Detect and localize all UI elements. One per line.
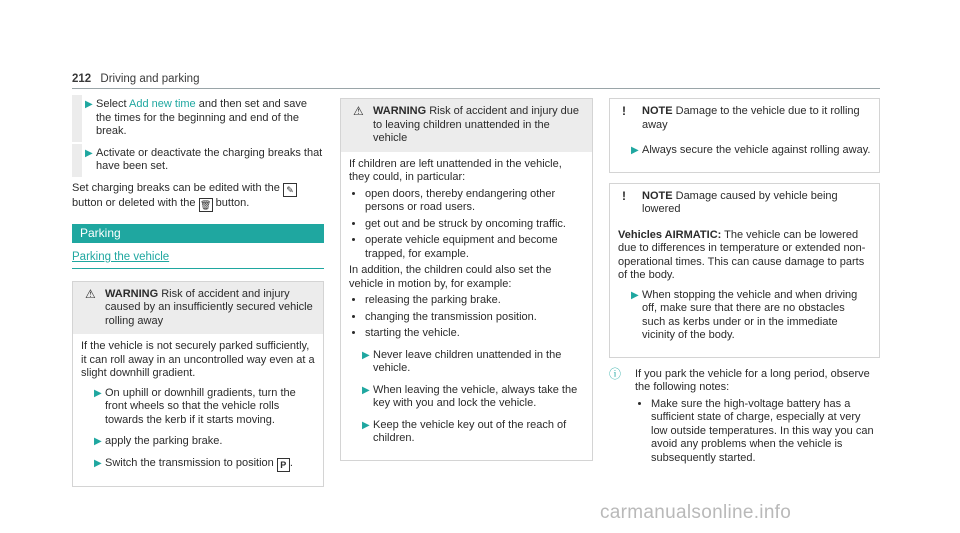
arrow-icon: ▶ <box>94 457 102 469</box>
list-item: • operate vehicle equipment and become trapped, for example. <box>365 234 584 261</box>
exclamation-icon: ! <box>622 104 626 118</box>
column-2 <box>340 98 593 471</box>
arrow-icon: ▶ <box>85 147 93 159</box>
column-1 <box>72 98 324 497</box>
info-icon: ⓘ <box>609 366 622 381</box>
note-title: Damage to the vehicle due to it rolling away <box>642 105 860 131</box>
step-text: When leaving the vehicle, always take the key with you and lock the vehicle. <box>373 383 578 409</box>
edit-pencil-icon: ✎ <box>283 183 297 197</box>
add-new-time-link[interactable]: Add new time <box>129 98 196 110</box>
note-label: NOTE <box>642 105 673 117</box>
note-box <box>609 183 880 358</box>
step-item <box>349 419 584 446</box>
step-text: . <box>289 456 293 469</box>
step-text: and then set and save the times for the beginning and end of the break. <box>96 98 307 137</box>
warning-body <box>73 334 323 486</box>
list-item: • open doors, thereby endangering other persons or road users. <box>365 188 584 215</box>
note-box <box>609 98 880 173</box>
info-text: If you park the vehicle for a long period, observe the following notes: <box>635 367 870 393</box>
exclamation-icon: ! <box>622 188 626 203</box>
step-text: On uphill or downhill gradients, turn the front wheels so that the vehicle rolls towards the kerb if it starts moving. <box>105 386 296 426</box>
trash-icon: 🗑 <box>199 199 212 210</box>
step-item <box>81 457 315 472</box>
section-heading: Parking <box>72 224 324 244</box>
warning-label: WARNING <box>373 105 427 117</box>
step-item <box>349 384 584 411</box>
step-text: Always secure the vehicle against rolling away. <box>642 144 871 156</box>
warning-header <box>341 99 592 152</box>
list-item: • Make sure the high-voltage battery has a sufficient state of charge, especially at very low outside temperatures. In this way you can avoid any problems when the vehicle is subsequently started. <box>651 398 880 466</box>
column-3 <box>609 98 880 468</box>
step-item <box>618 144 871 158</box>
arrow-icon: ▶ <box>85 99 93 110</box>
arrow-icon: ▶ <box>94 387 102 399</box>
step-text: Never leave children unattended in the vehicle. <box>373 348 562 374</box>
note-body <box>610 223 879 357</box>
step-item <box>349 349 584 376</box>
list-item: • changing the transmission position. <box>365 311 584 325</box>
note-title: Damage caused by vehicle being lowered <box>642 189 838 215</box>
step-stripe <box>72 95 82 142</box>
page-header <box>72 73 199 87</box>
warning-triangle-icon: ⚠ <box>85 286 96 301</box>
para-text: button. <box>212 196 250 209</box>
step-text: When stopping the vehicle and when driving off, make sure that there are no obstacles such as kerbs under or in the immediate vicinity of the body. <box>642 288 858 341</box>
warning-label: WARNING <box>105 287 159 300</box>
warning-text: If the vehicle is not securely parked sufficiently, it can roll away in an uncontrolled way even at a slight downhill gradient. <box>81 340 315 379</box>
step-text: Keep the vehicle key out of the reach of children. <box>373 418 567 444</box>
arrow-icon: ▶ <box>362 419 370 431</box>
step-item <box>72 98 324 139</box>
warning-text: If children are left unattended in the vehicle, they could, in particular: <box>349 157 562 183</box>
warning-box <box>340 98 593 461</box>
note-label: NOTE <box>642 189 673 202</box>
park-position-icon: P <box>277 458 290 472</box>
para-text: button or deleted with the <box>72 196 199 209</box>
list-item: • get out and be struck by oncoming traffic. <box>365 218 584 232</box>
watermark: carmanualsonline.info <box>600 502 792 523</box>
warning-title: Risk of accident and injury caused by an insufficiently secured vehicle rolling away <box>105 287 313 327</box>
note-lead: Vehicles AIRMATIC: <box>618 228 722 241</box>
warning-body <box>341 152 592 460</box>
arrow-icon: ▶ <box>362 349 370 361</box>
warning-text: In addition, the children could also set the vehicle in motion by, for example: <box>349 264 552 290</box>
warning-header <box>73 282 323 335</box>
list-item: • starting the vehicle. <box>365 327 584 341</box>
step-item <box>81 435 315 449</box>
step-stripe <box>72 144 82 177</box>
para-text: Set charging breaks can be edited with the <box>72 181 283 194</box>
note-body <box>610 138 879 172</box>
step-text: Activate or deactivate the charging breaks that have been set. <box>96 146 323 172</box>
chapter-title: Driving and parking <box>100 73 200 85</box>
header-divider <box>72 88 880 89</box>
bullet-list <box>349 294 584 341</box>
list-item: • releasing the parking brake. <box>365 294 584 308</box>
note-header <box>610 99 879 138</box>
step-text: Select <box>96 98 130 110</box>
page-number: 212 <box>72 73 92 85</box>
step-item <box>81 387 315 428</box>
step-text: Switch the transmission to position <box>105 456 277 469</box>
subsection-heading: Parking the vehicle <box>72 251 324 269</box>
step-item <box>72 147 324 174</box>
arrow-icon: ▶ <box>362 384 370 396</box>
step-text: apply the parking brake. <box>105 435 223 447</box>
step-item <box>618 289 871 343</box>
edit-delete-paragraph <box>72 182 324 212</box>
bullet-list <box>349 188 584 262</box>
info-note <box>609 368 880 466</box>
warning-triangle-icon: ⚠ <box>353 104 364 118</box>
warning-title: Risk of accident and injury due to leaving children unattended in the vehicle <box>373 105 580 144</box>
arrow-icon: ▶ <box>631 289 639 301</box>
note-text: The vehicle can be lowered due to differences in temperature or extended non-operational times. This can cause damage to parts of the body. <box>618 228 866 281</box>
warning-box <box>72 281 324 487</box>
bullet-list <box>635 398 880 466</box>
arrow-icon: ▶ <box>631 145 639 156</box>
note-header <box>610 184 879 223</box>
arrow-icon: ▶ <box>94 436 102 447</box>
